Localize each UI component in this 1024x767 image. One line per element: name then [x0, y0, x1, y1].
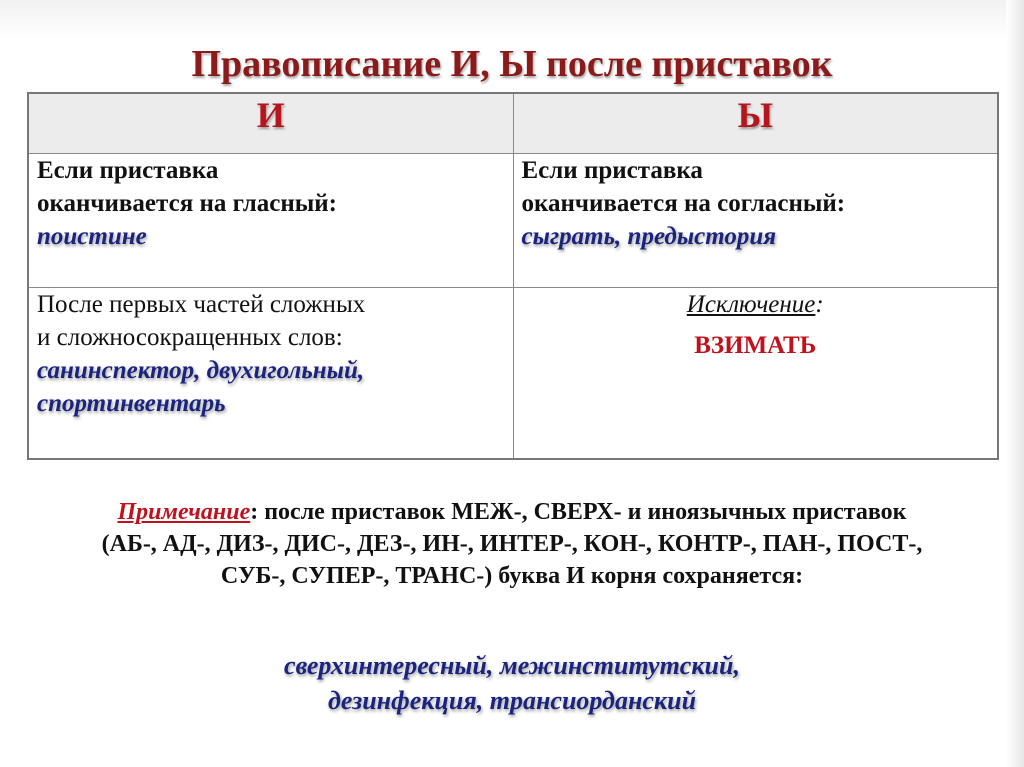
cell-rule-y [513, 153, 998, 287]
table-row-compound [28, 287, 998, 459]
cell-rule-i [28, 153, 513, 287]
compound-example1: санинспектор, двухигольный, [37, 356, 365, 384]
note-block [20, 496, 1004, 592]
examples-line1: сверхинтересный, межинститутский, [284, 651, 740, 680]
rule-y-example: сыграть, предыстория [521, 222, 777, 250]
table-header-row [28, 93, 998, 153]
exception-colon: : [815, 290, 824, 318]
rule-y-line2: оканчивается на согласный: [521, 189, 846, 217]
compound-line1: После первых частей сложных [37, 290, 366, 318]
header-cell-y: Ы [513, 93, 998, 153]
exception-word: ВЗИМАТЬ [694, 331, 817, 359]
rule-i-line2: оканчивается на гласный: [37, 189, 337, 217]
cell-compound [28, 287, 513, 459]
table-row-rules [28, 153, 998, 287]
examples-line2: дезинфекция, трансиорданский [327, 686, 697, 715]
note-line3: СУБ-, СУПЕР-, ТРАНС-) буква И корня сохраняется: [220, 563, 804, 589]
note-line1 [20, 496, 1004, 528]
rule-i-example: поистине [37, 222, 147, 250]
header-cell-i: И [28, 93, 513, 153]
note-line1-text: : после приставок МЕЖ-, СВЕРХ- и иноязычных приставок [250, 499, 907, 525]
rules-table [27, 92, 999, 460]
note-line2: (АБ-, АД-, ДИЗ-, ДИС-, ДЕЗ-, ИН-, ИНТЕР-, КОН-, КОНТР-, ПАН-, ПОСТ-, [101, 531, 923, 557]
cell-exception [513, 287, 998, 459]
examples-block [0, 648, 1024, 718]
exception-label: Исключение [686, 290, 816, 318]
note-label: Примечание [117, 499, 251, 525]
exception-heading [522, 288, 990, 321]
rule-y-line1: Если приставка [521, 156, 703, 184]
slide-top-shade [0, 0, 1024, 40]
compound-line2: и сложносокращенных слов: [37, 323, 343, 351]
slide-title: Правописание И, Ы после приставок [191, 43, 833, 85]
compound-example2: спортинвентарь [37, 389, 226, 417]
rule-i-line1: Если приставка [37, 156, 219, 184]
